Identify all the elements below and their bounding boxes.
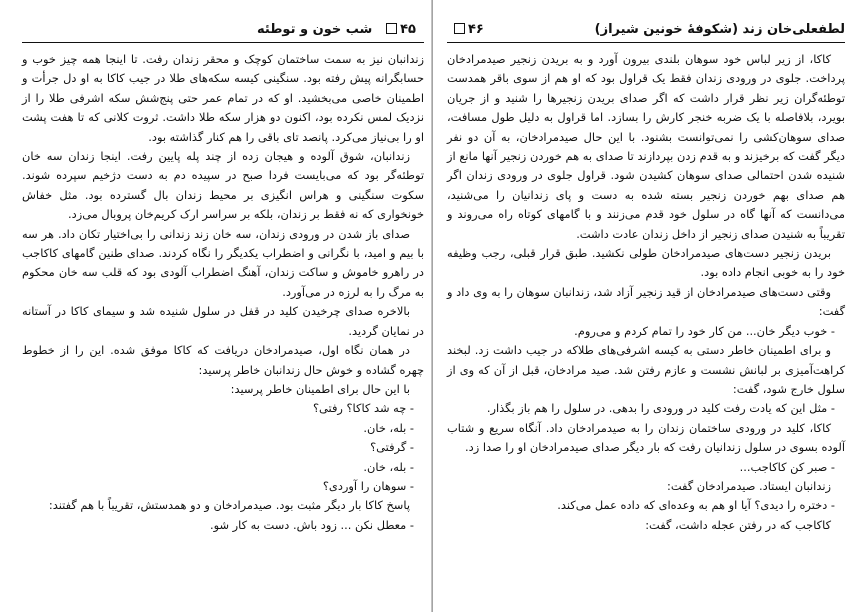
square-mark-icon <box>454 23 465 34</box>
paragraph: زندانبان، شوق آلوده و هیجان زده از چند پله پایین رفت. اینجا زندان سه خان توطئه‌گر بود که می‌بایست فردا صبح در سپیده دم به دست دژخیم سپرده شوند. سکوت سنگینی و هراس انگیزی بر محیط زندان بال گسترده بود. مثل خفاش خونخواری که نه فقط بر زندان، بلکه بر سراسر ارک کریم‌خان پروبال می‌زد. <box>22 149 424 222</box>
dialogue-line: - بله، خان. <box>363 420 414 435</box>
paragraph: بریدن زنجیر دست‌های صیدمرادخان طولی نکشید. طبق قرار قبلی، رجب وظیفه خود را به خوبی انجام داده بود. <box>447 246 845 280</box>
dialogue-line: - گرفتی؟ <box>370 440 414 455</box>
dialogue-line: - سوهان را آوردی؟ <box>322 478 414 493</box>
paragraph: زندانبان نیز به سمت ساختمان کوچک و محقر زندان رفت. تا اینجا همه چیز خوب و حسابگرانه پیش رفته بود. سنگینی کیسه سکه‌های طلا در جیب کاکا به او دل جرأت و اطمینان خاصی می‌بخشید. او که در تمام عمر حتی پنج‌شش سکه اشرفی طلا را از نزدیک لمس نکرده بود، اکنون دو هزار سکه طلا داشت. ثروت کلانی که تا هفت پشت او را بی‌نیاز می‌کرد. پانصد تای باقی را هم کنار گذاشته بود. <box>22 52 424 144</box>
dialogue-line: - خوب دیگر خان... من کار خود را تمام کردم و می‌روم. <box>574 323 835 338</box>
left-page-number: ۴۵ <box>400 22 416 37</box>
dialogue-line: - معطل نکن ... زود باش. دست به کار شو. <box>209 517 414 532</box>
dialogue-line: - بله، خان. <box>363 459 414 474</box>
right-page-number-group <box>451 18 484 42</box>
dialogue-line: - صبر کن کاکاجب... <box>739 459 835 474</box>
paragraph: پاسخ کاکا بار دیگر مثبت بود. صیدمرادخان و دو همدستش، تقریباً با هم گفتند: <box>48 498 410 513</box>
paragraph: کاکا، کلید در ورودی ساختمان زندان را به صیدمرادخان داد. آنگاه سریع و شتاب آلوده بسوی در سلول زندانیان رفت که بار دیگر صدای صیدمرادخان او را صدا زد. <box>447 420 845 455</box>
dialogue-line: - دختره را دیدی؟ آیا او هم به وعده‌ای که داده عمل می‌کند. <box>557 498 835 513</box>
right-page-body <box>447 50 845 535</box>
paragraph: کاکاجب که در رفتن عجله داشت، گفت: <box>645 517 831 532</box>
left-page-header <box>22 18 424 43</box>
right-page-number: ۴۶ <box>468 22 484 37</box>
left-running-title: شب خون و توطئه <box>257 22 373 37</box>
paragraph: و برای اطمینان خاطر دستی به کیسه اشرفی‌های طلاکه در جیب داشت زد. لبخند کراهت‌آمیزی بر لبانش نشست و عازم رفتن شد. صید مرادخان، قبل از آن که وی از سلول خارج شود، گفت: <box>447 343 845 396</box>
left-page-number-group <box>383 18 416 42</box>
right-running-title: لطفعلی‌خان زند (شکوفهٔ خونین شیراز) <box>594 22 845 37</box>
paragraph: زندانبان ایستاد. صیدمرادخان گفت: <box>666 478 831 493</box>
dialogue-line: - چه شد کاکا؟ رفتی؟ <box>312 401 414 416</box>
left-page-body <box>22 50 424 535</box>
square-mark-icon <box>386 23 397 34</box>
paragraph: وقتی دست‌های صیدمرادخان از قید زنجیر آزاد شد، زندانبان سوهان را به وی داد و گفت: <box>447 284 845 319</box>
paragraph: کاکا، از زیر لباس خود سوهان بلندی بیرون آورد و به بریدن زنجیر صیدمرادخان پرداخت. جلوی در ورودی زندان فقط یک قراول بود که او هم از سوی باقر همدست توطئه‌گران زیر نظر قرار داشت که اگر صدای بریدن زنجیرها را شنید و از جریان بویرد، بلافاصله با یک ضربه خنجر کارش را بسازد. اما قراول به دلیل طول مسافت، صدای سوهان‌کشی را نمی‌توانست بشنود. با این حال صیدمرادخان، به آن دو نفر دیگر گفت که برخیزند و به قدم زدن بپردازند تا صدای به هم خوردن زنجیر آنها مانع از شنیده شدن احتمالی صدای سوهان کشیدن شود. قراول جلوی در ورودی زندان اگر هم صدای بهم خوردن زنجیر بسته شده به دست و پای زندانیان را می‌شنید، می‌دانست که آنها گاه در سلول خود قدم می‌زنند و با گامهای کوتاه راه می‌روند و تقریباً به شنیدن صدای زنجیر از داخل زندان عادت داشت. <box>447 52 845 241</box>
paragraph: با این حال برای اطمینان خاطر پرسید: <box>230 381 410 396</box>
paragraph: در همان نگاه اول، صیدمرادخان دریافت که کاکا موفق شده. این را از خطوط چهره گشاده و خوش حال زندانبان خاطر پرسید: <box>22 343 424 377</box>
right-page <box>433 0 867 612</box>
right-page-header <box>447 18 845 43</box>
paragraph: بالاخره صدای چرخیدن کلید در قفل در سلول شنیده شد و سیمای کاکا در آستانه در نمایان گردید. <box>22 304 424 338</box>
paragraph: صدای باز شدن در ورودی زندان، سه خان زند زندانی را بی‌اختیار تکان داد. هر سه با بیم و امید، با نگرانی و اضطراب یکدیگر را نگاه کردند. صدای طنین گامهای کاکاجب در راهرو خاموش و ساکت زندان، آهنگ اضطراب آلودی بود که قلب سه خان محکوم به مرگ را به لرزه در می‌آورد. <box>22 226 424 299</box>
dialogue-line: - مثل این که یادت رفت کلید در ورودی را بدهی. در سلول را هم باز بگذار. <box>486 401 835 416</box>
left-page <box>0 0 432 612</box>
